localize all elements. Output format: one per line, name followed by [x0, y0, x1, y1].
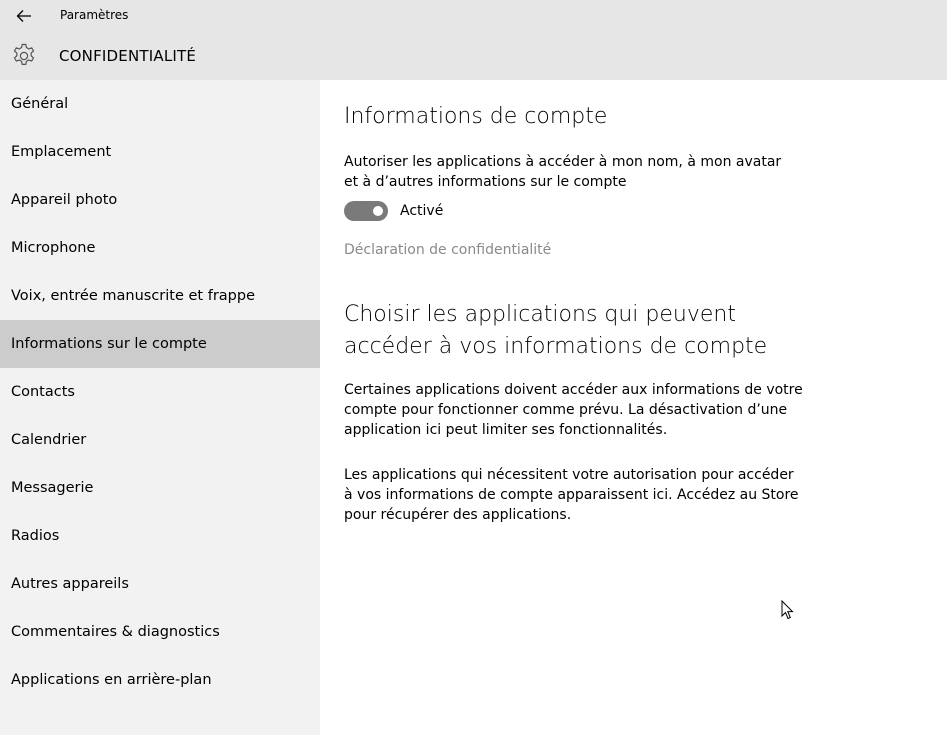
privacy-statement-link[interactable]: Déclaration de confidentialité: [344, 242, 552, 258]
apps-empty-paragraph: Les applications qui nécessitent votre autorisation pour accéder à vos informations de compte apparaissent ici. Accédez au Store pour récupérer des applications.: [344, 467, 799, 523]
setting-description: Autoriser les applications à accéder à mon nom, à mon avatar et à d’autres informations sur le compte: [344, 154, 782, 190]
sidebar-item-contacts[interactable]: Contacts: [11, 384, 75, 400]
sidebar-item-background-apps[interactable]: Applications en arrière-plan: [11, 672, 212, 688]
back-arrow-icon: [16, 9, 32, 23]
sidebar: [0, 80, 320, 735]
section-title: CONFIDENTIALITÉ: [59, 47, 197, 65]
toggle-knob: [373, 206, 383, 216]
account-info-toggle-row: [344, 201, 443, 221]
gear-icon: [11, 43, 37, 69]
sidebar-item-camera[interactable]: Appareil photo: [11, 192, 118, 208]
sidebar-item-calendar[interactable]: Calendrier: [11, 432, 87, 448]
account-info-toggle[interactable]: [344, 201, 388, 221]
mouse-pointer-icon: [781, 600, 795, 620]
sidebar-item-radios[interactable]: Radios: [11, 528, 60, 544]
apps-section-heading: Choisir les applications qui peuvent accéder à vos informations de compte: [344, 302, 768, 359]
sidebar-item-other-devices[interactable]: Autres appareils: [11, 576, 129, 592]
toggle-state-label: Activé: [400, 203, 444, 219]
sidebar-item-speech-inking[interactable]: Voix, entrée manuscrite et frappe: [11, 288, 256, 304]
sidebar-item-account-info[interactable]: Informations sur le compte: [0, 320, 320, 368]
page-title: Informations de compte: [344, 104, 608, 129]
apps-info-paragraph: Certaines applications doivent accéder aux informations de votre compte pour fonctionner comme prévu. La désactivation d’une application ici peut limiter ses fonctionnalités.: [344, 382, 803, 438]
app-title: Paramètres: [60, 8, 129, 22]
back-button[interactable]: [12, 5, 36, 27]
sidebar-item-messaging[interactable]: Messagerie: [11, 480, 94, 496]
title-bar: [0, 0, 947, 80]
sidebar-item-microphone[interactable]: Microphone: [11, 240, 96, 256]
sidebar-item-general[interactable]: Général: [11, 96, 69, 112]
sidebar-item-feedback[interactable]: Commentaires & diagnostics: [11, 624, 220, 640]
sidebar-item-location[interactable]: Emplacement: [11, 144, 112, 160]
